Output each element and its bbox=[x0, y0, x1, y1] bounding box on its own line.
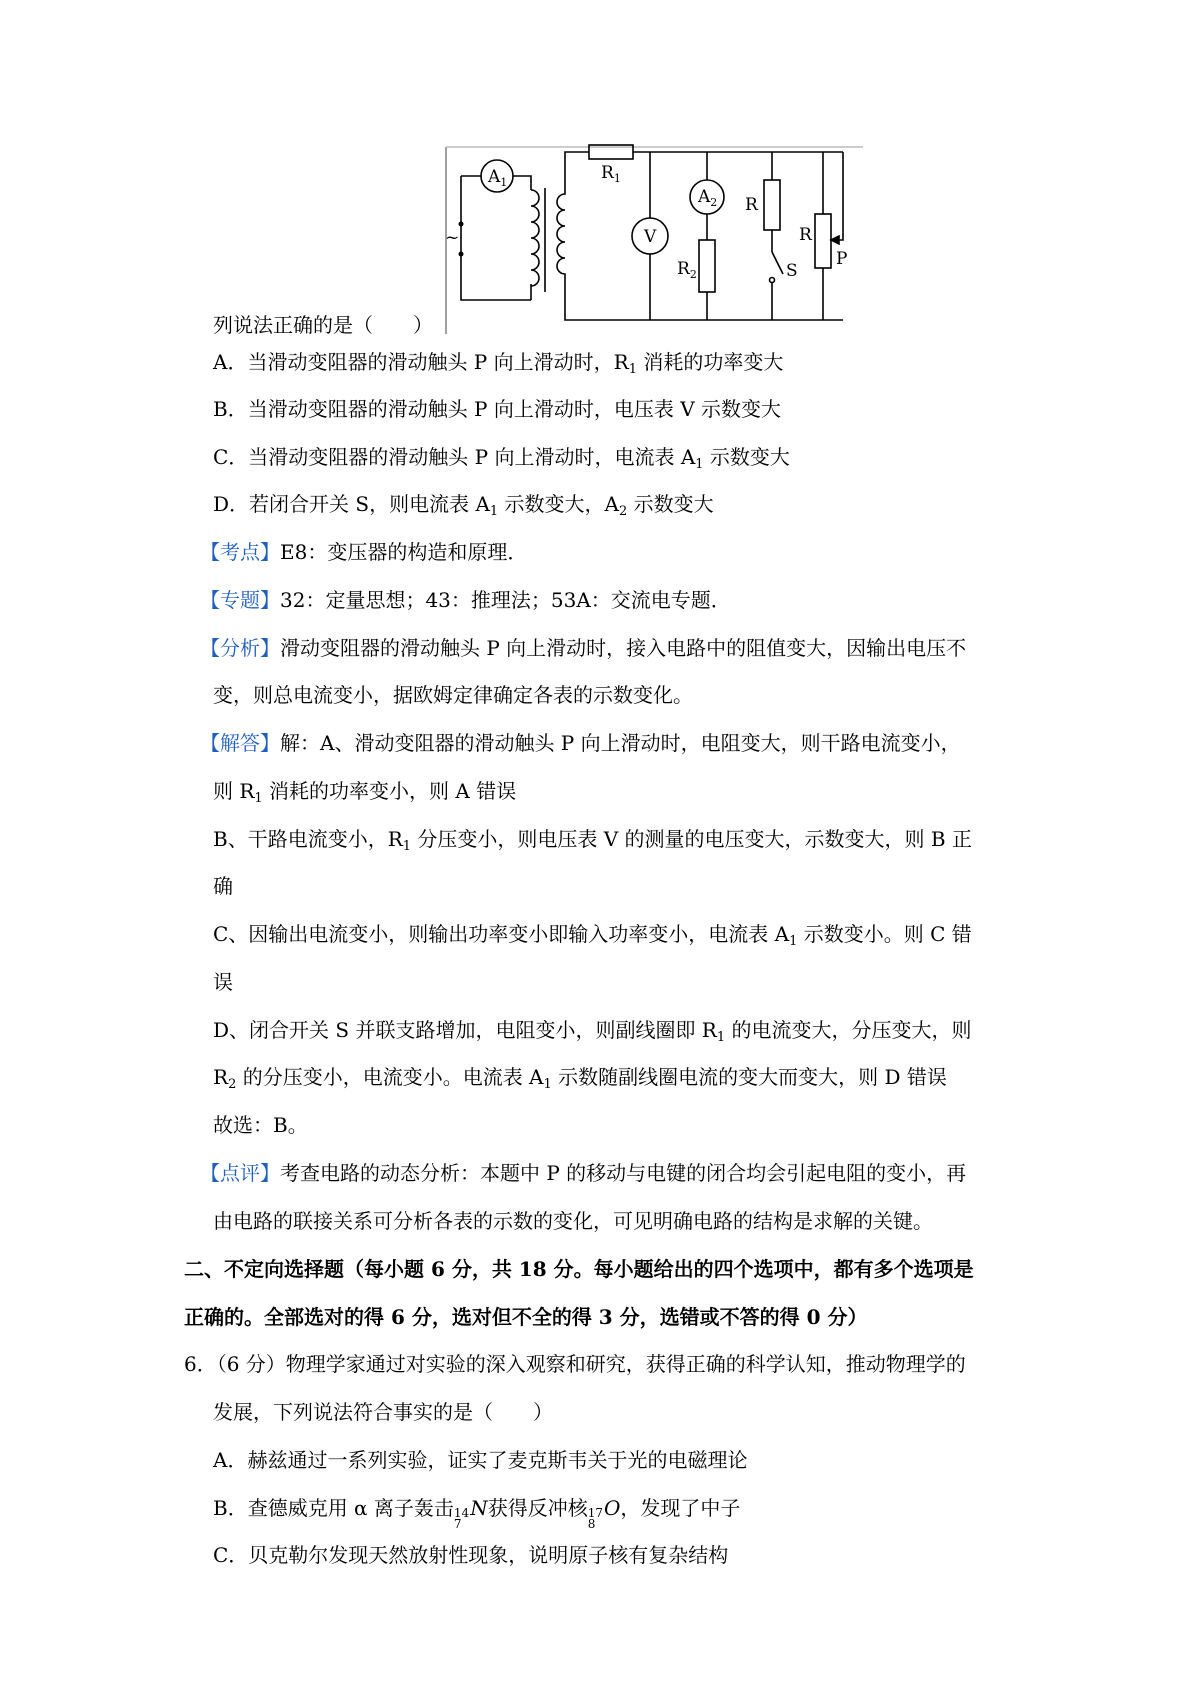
dianping-tag: 【点评】 bbox=[200, 1161, 280, 1185]
fenxi-line-2: 变，则总电流变小，据欧姆定律确定各表的示数变化。 bbox=[213, 683, 693, 707]
q6-stem-line-1: 6．（6 分）物理学家通过对实验的深入观察和研究，获得正确的科学认知，推动物理学的 bbox=[184, 1352, 966, 1376]
jieda-line-2: 则 $R_1$ 消耗的功率变小，则 A 错误 bbox=[213, 779, 517, 806]
jieda-line-8: $R_2$ 的分压变小，电流变小。电流表 $A_1$ 示数随副线圈电流的变大而变大，则 D 错误 bbox=[213, 1065, 947, 1092]
jieda-line-3: B、干路电流变小，$R_1$ 分压变小，则电压表 V 的测量的电压变大，示数变大，则 B 正 bbox=[213, 827, 972, 854]
jieda-line-6: 误 bbox=[213, 970, 233, 994]
q5-option-c: C．当滑动变阻器的滑动触头 P 向上滑动时，电流表 $A_1$ 示数变大 bbox=[213, 445, 790, 472]
circuit-diagram bbox=[443, 144, 863, 334]
section-2-heading-line-2: 正确的。全部选对的得 6 分，选对但不全的得 3 分，选错或不答的得 0 分） bbox=[184, 1305, 868, 1329]
oxygen-isotope-indices: 17 8 bbox=[587, 1506, 603, 1531]
p-label: P bbox=[836, 249, 848, 269]
q6-option-a: A．赫兹通过一系列实验，证实了麦克斯韦关于光的电磁理论 bbox=[213, 1448, 748, 1472]
jieda-tag: 【解答】 bbox=[200, 731, 280, 755]
zhuanti-tag: 【专题】 bbox=[200, 588, 280, 612]
dianping-line-2: 由电路的联接关系可分析各表的示数的变化，可见明确电路的结构是求解的关键。 bbox=[213, 1209, 933, 1233]
q6-stem-line-2: 发展，下列说法符合事实的是（ ） bbox=[213, 1400, 553, 1424]
jieda-line-4: 确 bbox=[213, 874, 233, 898]
q5-option-d: D．若闭合开关 S，则电流表 $A_1$ 示数变大，$A_2$ 示数变大 bbox=[213, 492, 714, 519]
q5-stem-tail: 列说法正确的是（ ） bbox=[213, 313, 433, 337]
v-label: V bbox=[644, 227, 657, 247]
kaodian-tag: 【考点】 bbox=[200, 540, 280, 564]
jieda-line-9: 故选：B。 bbox=[213, 1113, 308, 1137]
r2-label: $R_2$ bbox=[677, 259, 697, 281]
r-variable-label: R bbox=[799, 225, 812, 245]
fenxi-tag: 【分析】 bbox=[200, 636, 280, 660]
dianping-line-1: 【点评】考查电路的动态分析：本题中 P 的移动与电键的闭合均会引起电阻的变小，再 bbox=[200, 1161, 967, 1185]
fenxi-line-1: 【分析】滑动变阻器的滑动触头 P 向上滑动时，接入电路中的阻值变大，因输出电压不 bbox=[200, 636, 967, 660]
nitrogen-isotope-indices: 14 7 bbox=[453, 1506, 470, 1531]
jieda-line-7: D、闭合开关 S 并联支路增加，电阻变小，则副线圈即 $R_1$ 的电流变大，分压变大，则 bbox=[213, 1018, 972, 1045]
jieda-line-1: 【解答】解：A、滑动变阻器的滑动触头 P 向上滑动时，电阻变大，则干路电流变小， bbox=[200, 731, 961, 755]
q6-option-b: B．查德威克用 α 离子轰击 14 7 N获得反冲核 17 8 O，发现了中子 bbox=[213, 1496, 741, 1531]
jieda-line-5: C、因输出电流变小，则输出功率变小即输入功率变小，电流表 $A_1$ 示数变小。则 C 错 bbox=[213, 922, 972, 949]
zhuanti: 【专题】32：定量思想；43：推理法；53A：交流电专题． bbox=[200, 588, 731, 612]
r1-label: $R_1$ bbox=[601, 163, 621, 185]
q5-option-b: B．当滑动变阻器的滑动触头 P 向上滑动时，电压表 V 示数变大 bbox=[213, 397, 782, 421]
a2-label: $A_2$ bbox=[698, 187, 718, 209]
r-label: R bbox=[745, 195, 758, 215]
q6-option-c: C．贝克勒尔发现天然放射性现象，说明原子核有复杂结构 bbox=[213, 1543, 729, 1567]
section-2-heading-line-1: 二、不定向选择题（每小题 6 分，共 18 分。每小题给出的四个选项中，都有多个选项是 bbox=[184, 1257, 974, 1281]
ac-symbol-label: ~ bbox=[445, 228, 460, 248]
s-label: S bbox=[786, 261, 798, 281]
q5-option-a: A．当滑动变阻器的滑动触头 P 向上滑动时，$R_1$ 消耗的功率变大 bbox=[213, 350, 784, 377]
a1-label: $A_1$ bbox=[488, 167, 508, 189]
kaodian: 【考点】E8：变压器的构造和原理． bbox=[200, 540, 528, 564]
